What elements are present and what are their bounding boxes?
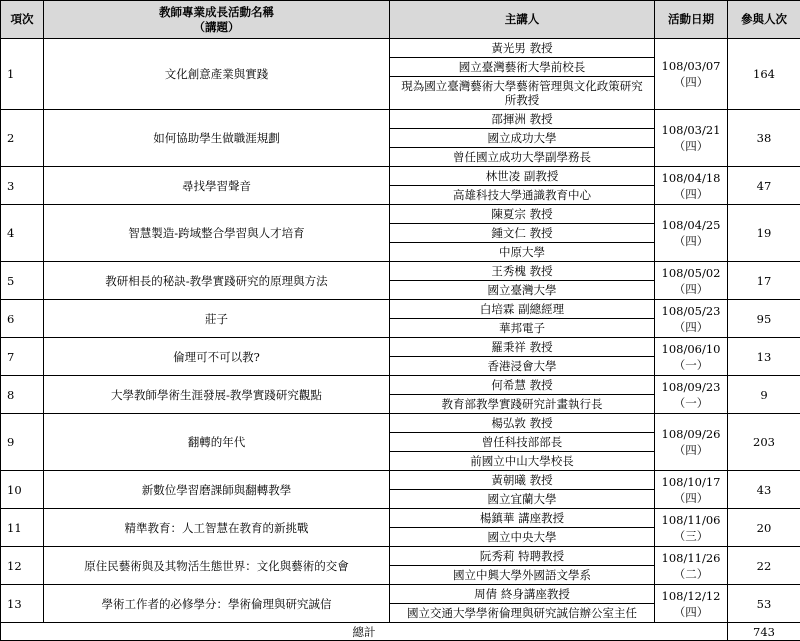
header-title-line1: 教師專業成長活動名稱 (48, 5, 385, 20)
row-speaker (390, 376, 655, 414)
table-row (1, 376, 800, 414)
speaker-line: 黃朝曦 教授 (390, 471, 654, 489)
table-row (1, 338, 800, 376)
weekday-text: （二） (659, 566, 723, 582)
row-date (655, 547, 728, 585)
header-speaker: 主講人 (390, 1, 655, 39)
speaker-line: 教育部教學實踐研究計畫執行長 (390, 394, 654, 413)
row-date (655, 509, 728, 547)
row-topic: 教研相長的秘訣-教學實踐研究的原理與方法 (44, 262, 390, 300)
table-row (1, 262, 800, 300)
row-index: 3 (1, 167, 44, 205)
row-attendance: 22 (728, 547, 800, 585)
weekday-text: （四） (659, 442, 723, 458)
row-index: 2 (1, 110, 44, 167)
row-index: 4 (1, 205, 44, 262)
row-topic: 翻轉的年代 (44, 414, 390, 471)
row-attendance: 95 (728, 300, 800, 338)
row-speaker (390, 509, 655, 547)
date-text: 108/10/17 (659, 474, 723, 490)
row-date (655, 414, 728, 471)
speaker-line: 林世凌 副教授 (390, 167, 654, 185)
row-date (655, 205, 728, 262)
speaker-line: 中原大學 (390, 242, 654, 261)
table-row (1, 110, 800, 167)
row-topic: 倫理可不可以教? (44, 338, 390, 376)
row-attendance: 17 (728, 262, 800, 300)
total-row (1, 623, 800, 641)
speaker-line: 國立成功大學 (390, 128, 654, 147)
speaker-line: 國立臺灣藝術大學前校長 (390, 57, 654, 76)
row-index: 9 (1, 414, 44, 471)
speaker-line: 前國立中山大學校長 (390, 451, 654, 470)
header-date: 活動日期 (655, 1, 728, 39)
row-topic: 原住民藝術與及其物活生態世界：文化與藝術的交會 (44, 547, 390, 585)
header-title-line2: （講題） (48, 20, 385, 35)
row-date (655, 167, 728, 205)
row-date (655, 39, 728, 110)
row-topic: 如何協助學生做職涯規劃 (44, 110, 390, 167)
row-speaker (390, 300, 655, 338)
row-date (655, 300, 728, 338)
weekday-text: （四） (659, 186, 723, 202)
total-count: 743 (728, 623, 800, 641)
weekday-text: （四） (659, 138, 723, 154)
row-index: 6 (1, 300, 44, 338)
speaker-line: 何希慧 教授 (390, 376, 654, 394)
row-index: 13 (1, 585, 44, 623)
row-attendance: 20 (728, 509, 800, 547)
speaker-line: 國立交通大學學術倫理與研究誠信辦公室主任 (390, 603, 654, 622)
header-attendance: 參與人次 (728, 1, 800, 39)
row-index: 5 (1, 262, 44, 300)
speaker-line: 阮秀莉 特聘教授 (390, 547, 654, 565)
weekday-text: （一） (659, 395, 723, 411)
table-row (1, 509, 800, 547)
weekday-text: （四） (659, 281, 723, 297)
speaker-line: 華邦電子 (390, 318, 654, 337)
row-index: 11 (1, 509, 44, 547)
table-row (1, 585, 800, 623)
speaker-line: 高雄科技大學通識教育中心 (390, 185, 654, 204)
date-text: 108/04/25 (659, 217, 723, 233)
table-row (1, 471, 800, 509)
row-date (655, 585, 728, 623)
row-speaker (390, 547, 655, 585)
row-attendance: 13 (728, 338, 800, 376)
row-attendance: 203 (728, 414, 800, 471)
speaker-line: 現為國立臺灣藝術大學藝術管理與文化政策研究所教授 (390, 76, 654, 109)
table-row (1, 39, 800, 110)
row-index: 10 (1, 471, 44, 509)
speaker-line: 邵揮洲 教授 (390, 110, 654, 128)
date-text: 108/03/21 (659, 122, 723, 138)
speaker-line: 羅秉祥 教授 (390, 338, 654, 356)
date-text: 108/04/18 (659, 170, 723, 186)
row-topic: 莊子 (44, 300, 390, 338)
speaker-line: 曾任國立成功大學副學務長 (390, 147, 654, 166)
row-attendance: 47 (728, 167, 800, 205)
table-row (1, 205, 800, 262)
row-index: 1 (1, 39, 44, 110)
row-attendance: 19 (728, 205, 800, 262)
speaker-line: 楊弘敦 教授 (390, 414, 654, 432)
row-date (655, 338, 728, 376)
table-row (1, 300, 800, 338)
speaker-line: 香港浸會大學 (390, 356, 654, 375)
row-topic: 智慧製造-跨域整合學習與人才培育 (44, 205, 390, 262)
speaker-line: 黃光男 教授 (390, 39, 654, 57)
speaker-line: 國立中央大學 (390, 527, 654, 546)
weekday-text: （四） (659, 604, 723, 620)
speaker-line: 國立宜蘭大學 (390, 489, 654, 508)
date-text: 108/05/23 (659, 303, 723, 319)
table-row (1, 414, 800, 471)
row-index: 7 (1, 338, 44, 376)
speaker-line: 周倩 終身講座教授 (390, 585, 654, 603)
weekday-text: （四） (659, 490, 723, 506)
row-index: 8 (1, 376, 44, 414)
row-topic: 學術工作者的必修學分：學術倫理與研究誠信 (44, 585, 390, 623)
date-text: 108/06/10 (659, 341, 723, 357)
row-index: 12 (1, 547, 44, 585)
row-speaker (390, 585, 655, 623)
table-row (1, 167, 800, 205)
date-text: 108/03/07 (659, 58, 723, 74)
row-date (655, 376, 728, 414)
row-attendance: 38 (728, 110, 800, 167)
date-text: 108/05/02 (659, 265, 723, 281)
speaker-line: 白培霖 副總經理 (390, 300, 654, 318)
speaker-line: 陳夏宗 教授 (390, 205, 654, 223)
weekday-text: （一） (659, 357, 723, 373)
weekday-text: （四） (659, 74, 723, 90)
row-topic: 文化創意產業與實踐 (44, 39, 390, 110)
row-topic: 尋找學習聲音 (44, 167, 390, 205)
date-text: 108/11/26 (659, 550, 723, 566)
row-speaker (390, 338, 655, 376)
speaker-line: 鍾文仁 教授 (390, 223, 654, 242)
speaker-line: 國立臺灣大學 (390, 280, 654, 299)
header-index: 項次 (1, 1, 44, 39)
row-topic: 精準教育：人工智慧在教育的新挑戰 (44, 509, 390, 547)
date-text: 108/09/23 (659, 379, 723, 395)
table-row (1, 547, 800, 585)
row-attendance: 43 (728, 471, 800, 509)
row-speaker (390, 167, 655, 205)
speaker-line: 曾任科技部部長 (390, 432, 654, 451)
row-attendance: 9 (728, 376, 800, 414)
header-title (44, 1, 390, 39)
date-text: 108/09/26 (659, 426, 723, 442)
date-text: 108/12/12 (659, 588, 723, 604)
weekday-text: （四） (659, 233, 723, 249)
row-attendance: 53 (728, 585, 800, 623)
speaker-line: 王秀槐 教授 (390, 262, 654, 280)
header-row (1, 1, 800, 39)
row-speaker (390, 414, 655, 471)
date-text: 108/11/06 (659, 512, 723, 528)
speaker-line: 國立中興大學外國語文學系 (390, 565, 654, 584)
row-date (655, 110, 728, 167)
row-topic: 大學教師學術生涯發展-教學實踐研究觀點 (44, 376, 390, 414)
row-speaker (390, 110, 655, 167)
row-speaker (390, 39, 655, 110)
row-date (655, 262, 728, 300)
row-attendance: 164 (728, 39, 800, 110)
row-date (655, 471, 728, 509)
weekday-text: （四） (659, 319, 723, 335)
row-speaker (390, 471, 655, 509)
row-topic: 新數位學習磨課師與翻轉教學 (44, 471, 390, 509)
weekday-text: （三） (659, 528, 723, 544)
speaker-line: 楊鎮華 講座教授 (390, 509, 654, 527)
row-speaker (390, 205, 655, 262)
total-label: 總計 (1, 623, 728, 641)
row-speaker (390, 262, 655, 300)
